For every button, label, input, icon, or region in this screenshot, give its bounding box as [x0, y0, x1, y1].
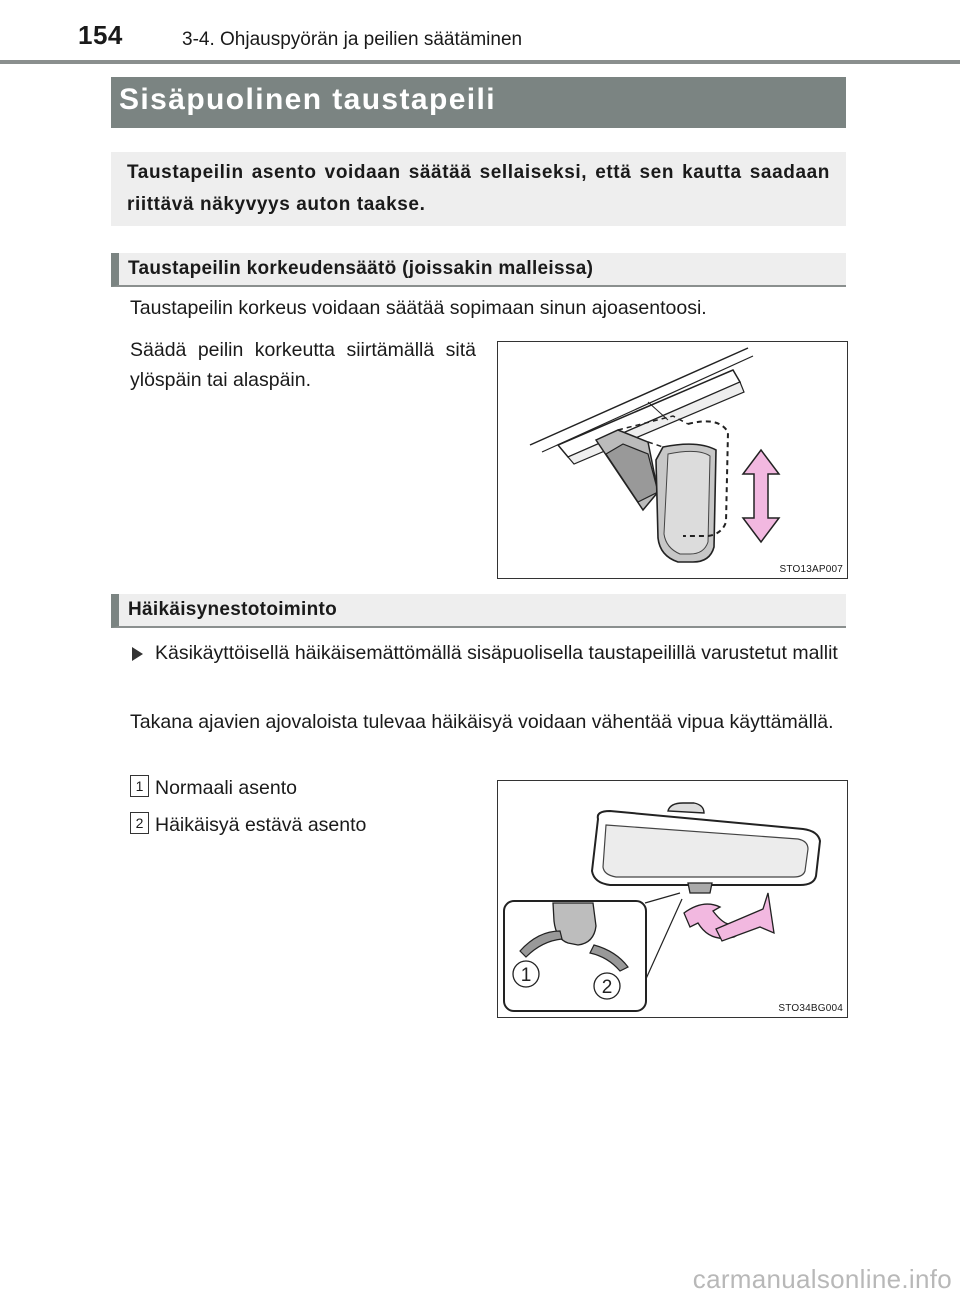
callout-1: 1 [520, 965, 532, 986]
intro-box [111, 152, 846, 226]
subheading-height-adjust: Taustapeilin korkeudensäätö (joissakin malleissa) [111, 253, 846, 287]
anti-glare-illustration [498, 781, 847, 1017]
figure-code: STO34BG004 [778, 1003, 843, 1014]
position-anti-glare-label: Häikäisyä estävä asento [155, 814, 367, 836]
callout-number-2: 2 [130, 812, 149, 834]
watermark: carmanualsonline.info [692, 1264, 952, 1294]
intro-text: Taustapeilin asento voidaan säätää sellaiseksi, että sen kautta saadaan riittävä näkyvyys auton taakse. [127, 162, 830, 215]
subheading-anti-glare: Häikäisynestotoiminto [111, 594, 846, 628]
height-adjust-text: Taustapeilin korkeus voidaan säätää sopimaan sinun ajoasentoosi. [130, 297, 707, 319]
callout-2: 2 [601, 977, 613, 998]
figure-code: STO13AP007 [779, 564, 843, 575]
page-number: 154 [78, 20, 123, 50]
header-rule [0, 60, 960, 64]
figure-mirror-height [497, 341, 848, 579]
mirror-height-illustration [498, 342, 847, 578]
anti-glare-model-note: Käsikäyttöisellä häikäisemättömällä sisäpuolisella taustapeilillä varustetut mallit [155, 642, 838, 664]
figure-anti-glare-lever [497, 780, 848, 1018]
callout-number-1: 1 [130, 775, 149, 797]
section-title: Sisäpuolinen taustapeili [111, 77, 846, 128]
chapter-title: 3-4. Ohjauspyörän ja peilien säätäminen [182, 29, 523, 50]
bullet-triangle-icon [132, 647, 143, 661]
height-adjust-instruction: Säädä peilin korkeutta siirtämällä sitä ylöspäin tai alaspäin. [130, 339, 476, 391]
position-normal-label: Normaali asento [155, 777, 297, 799]
anti-glare-text: Takana ajavien ajovaloista tulevaa häikäisyä voidaan vähentää vipua käyttämällä. [130, 711, 834, 733]
